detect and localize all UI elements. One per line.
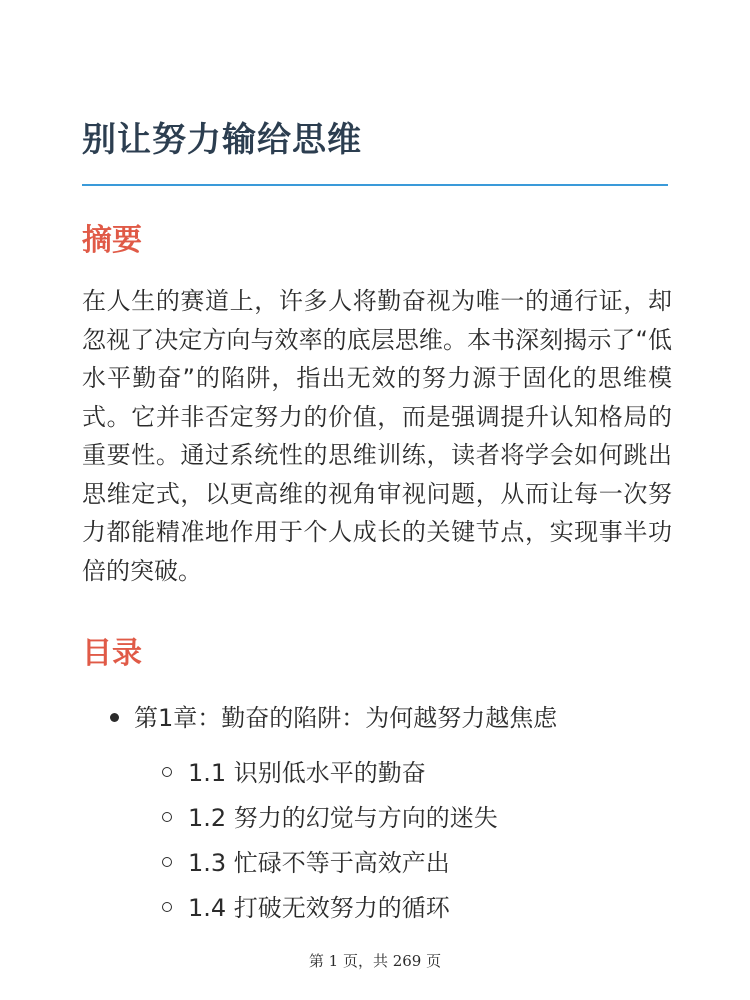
page-number-footer: 第 1 页，共 269 页 xyxy=(308,952,442,970)
toc-heading: 目录 xyxy=(82,636,142,671)
bullet-disc-icon xyxy=(110,713,119,722)
document-title: 别让努力输给思维 xyxy=(82,120,362,160)
abstract-paragraph: 在人生的赛道上，许多人将勤奋视为唯一的通行证，却忽视了决定方向与效率的底层思维。本书深刻揭示了“低水平勤奋”的陷阱，指出无效的努力源于固化的思维模式。它并非否定努力的价值，而是强调提升认知格局的重要性。通过系统性的思维训练，读者将学会如何跳出思维定式，以更高维的视角审视问题，从而让每一次努力都能精准地作用于个人成长的关键节点，实现事半功倍的突破。 xyxy=(82,287,672,585)
bullet-circle-icon xyxy=(162,767,172,777)
bullet-circle-icon xyxy=(162,857,172,867)
abstract-heading: 摘要 xyxy=(82,223,142,258)
toc-section-1-2[interactable] xyxy=(162,800,498,836)
toc-section-label: 1.1 识别低水平的勤奋 xyxy=(188,759,426,787)
toc-section-label: 1.2 努力的幻觉与方向的迷失 xyxy=(188,804,498,832)
bullet-circle-icon xyxy=(162,902,172,912)
toc-section-label: 1.4 打破无效努力的循环 xyxy=(188,894,450,922)
title-divider xyxy=(82,184,668,186)
toc-section-1-4[interactable] xyxy=(162,890,450,926)
toc-chapter-1[interactable] xyxy=(110,700,557,736)
toc-section-1-1[interactable] xyxy=(162,755,426,791)
toc-section-1-3[interactable] xyxy=(162,845,450,881)
bullet-circle-icon xyxy=(162,812,172,822)
toc-chapter-label: 第1章：勤奋的陷阱：为何越努力越焦虑 xyxy=(134,704,558,732)
toc-section-label: 1.3 忙碌不等于高效产出 xyxy=(188,849,450,877)
